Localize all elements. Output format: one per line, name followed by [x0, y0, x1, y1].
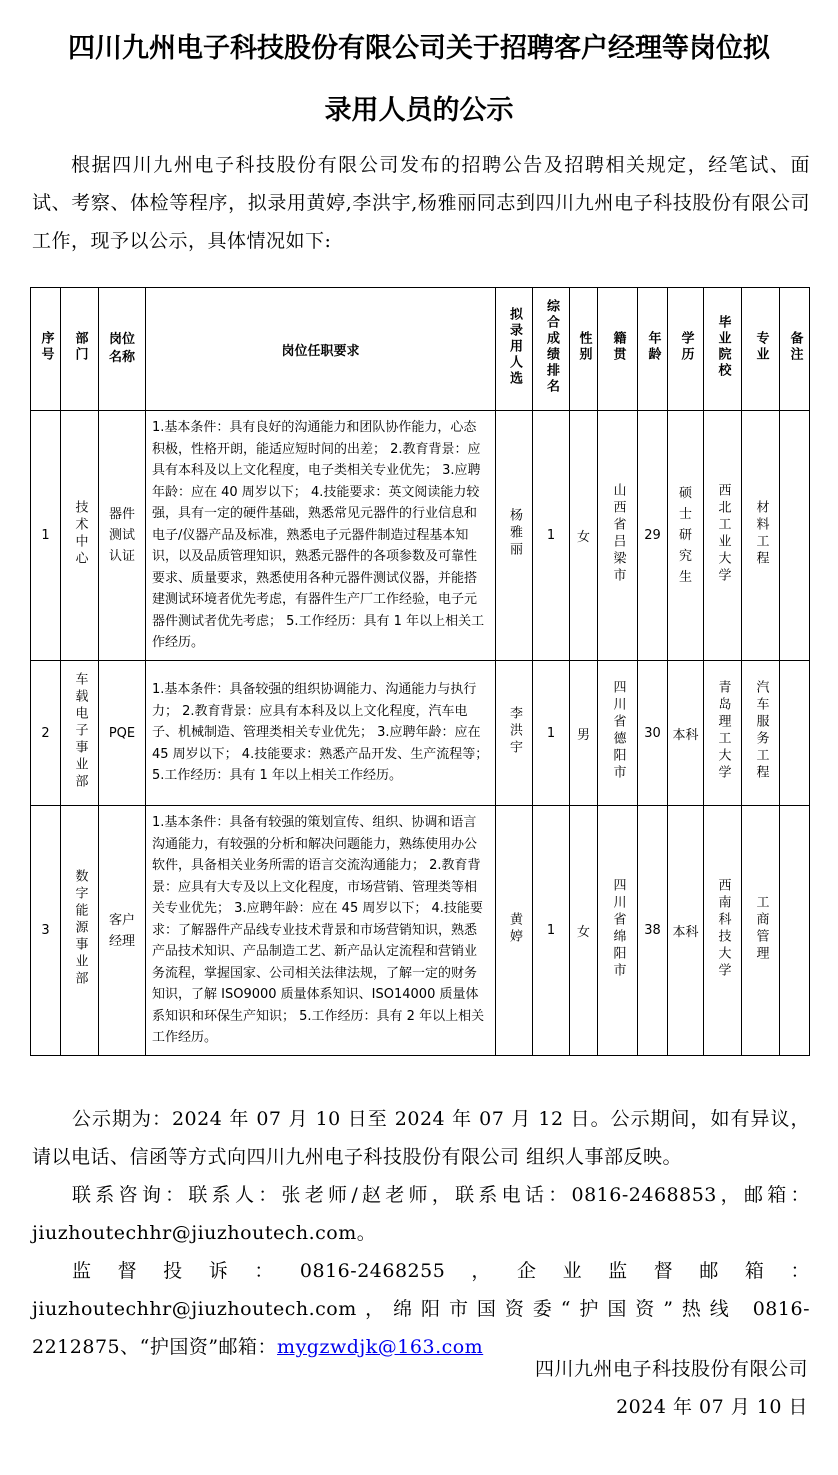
intro-paragraph — [32, 146, 810, 260]
cell-major: 材料工程 — [742, 411, 780, 661]
cell-gender: 女 — [570, 806, 598, 1056]
cell-age: 30 — [638, 661, 668, 806]
header-school: 毕业院校 — [704, 288, 742, 411]
cell-note — [780, 661, 810, 806]
table-row — [31, 411, 810, 661]
cell-age: 29 — [638, 411, 668, 661]
complaint-info — [32, 1252, 810, 1366]
header-note: 备注 — [780, 288, 810, 411]
document-title-line-2: 录用人员的公示 — [324, 95, 514, 126]
footer-notes — [32, 1100, 810, 1366]
cell-major: 工商管理 — [742, 806, 780, 1056]
cell-note — [780, 806, 810, 1056]
complaint-email-link[interactable]: mygzwdjk@163.com — [277, 1336, 484, 1358]
announcement-period: 公示期为：2024 年 07 月 10 日至 2024 年 07 月 12 日。公示期间，如有异议，请以电话、信函等方式向四川九州电子科技股份有限公司 组织人事部反映。 — [32, 1108, 810, 1168]
header-age: 年龄 — [638, 288, 668, 411]
cell-rank: 1 — [533, 661, 570, 806]
table-header-row — [31, 288, 810, 411]
cell-note — [780, 411, 810, 661]
header-gender: 性别 — [570, 288, 598, 411]
cell-seq: 2 — [31, 661, 61, 806]
header-origin: 籍贯 — [598, 288, 638, 411]
cell-dept: 车载电子事业部 — [61, 661, 99, 806]
header-major: 专业 — [742, 288, 780, 411]
contact-info: 联系咨询：联系人：张老师/赵老师，联系电话：0816-2468853，邮箱：jiuzhoutechhr@jiuzhoutech.com。 — [32, 1184, 810, 1244]
cell-requirements: 1.基本条件：具有良好的沟通能力和团队协作能力，心态积极，性格开朗，能适应短时间的出差； 2.教育背景：应具有本科及以上文化程度，电子类相关专业优先； 3.应聘年龄：应在 40 周岁以下； 4.技能要求：英文阅读能力较强，具有一定的硬件基础，熟悉常见元器件的行业信息和电子/仪器产品及标准，熟悉电子元器件制造过程基本知识，以及品质管理知识，熟悉元器件的各项参数及可靠性要求、质量要求，熟悉使用各种元器件测试仪器，并能搭建测试环境者优先考虑，有器件生产厂工作经验，电子元器件测试者优先考虑； 5.工作经历：具有 1 年以上相关工作经历。 — [146, 411, 496, 661]
header-position: 岗位名称 — [99, 288, 146, 411]
signature-block — [535, 1350, 808, 1426]
cell-education: 本科 — [668, 806, 704, 1056]
cell-origin: 四川省绵阳市 — [598, 806, 638, 1056]
cell-age: 38 — [638, 806, 668, 1056]
cell-candidate: 黄婷 — [496, 806, 533, 1056]
header-dept: 部门 — [61, 288, 99, 411]
cell-origin: 四川省德阳市 — [598, 661, 638, 806]
signature-date: 2024 年 07 月 10 日 — [616, 1396, 808, 1418]
complaint-text: 监督投诉：0816-2468255，企业监督邮箱：jiuzhoutechhr@jiuzhoutech.com，绵阳市国资委“护国资”热线 0816-2212875、“护国资”邮箱： — [32, 1260, 810, 1358]
cell-dept: 技术中心 — [61, 411, 99, 661]
cell-education: 本科 — [668, 661, 704, 806]
header-seq: 序号 — [31, 288, 61, 411]
cell-school: 青岛理工大学 — [704, 661, 742, 806]
cell-gender: 女 — [570, 411, 598, 661]
header-requirements: 岗位任职要求 — [146, 288, 496, 411]
cell-seq: 1 — [31, 411, 61, 661]
cell-dept: 数字能源事业部 — [61, 806, 99, 1056]
header-rank: 综合成绩排名 — [533, 288, 570, 411]
cell-rank: 1 — [533, 806, 570, 1056]
cell-candidate: 杨雅丽 — [496, 411, 533, 661]
cell-requirements: 1.基本条件：具备有较强的策划宣传、组织、协调和语言沟通能力，有较强的分析和解决问题能力，熟练使用办公软件，具备相关业务所需的语言交流沟通能力； 2.教育背景：应具有大专及以上文化程度，市场营销、管理类等相关专业优先； 3.应聘年龄：应在 45 周岁以下； 4.技能要求：了解器件产品线专业技术背景和市场营销知识，熟悉产品技术知识、产品制造工艺、新产品认定流程和营销业务流程，掌握国家、公司相关法律法规，了解一定的财务知识，了解 ISO9000 质量体系知识、ISO14000 质量体系知识和环保生产知识； 5.工作经历：具有 2 年以上相关工作经历。 — [146, 806, 496, 1056]
table-row — [31, 806, 810, 1056]
table-row — [31, 661, 810, 806]
intro-text: 根据四川九州电子科技股份有限公司发布的招聘公告及招聘相关规定，经笔试、面试、考察、体检等程序，拟录用黄婷,李洪宇,杨雅丽同志到四川九州电子科技股份有限公司工作，现予以公示，具体情况如下: — [32, 154, 810, 252]
cell-gender: 男 — [570, 661, 598, 806]
header-candidate: 拟录用人选 — [496, 288, 533, 411]
cell-origin: 山西省吕梁市 — [598, 411, 638, 661]
cell-requirements: 1.基本条件：具备较强的组织协调能力、沟通能力与执行力； 2.教育背景：应具有本科及以上文化程度，汽车电子、机械制造、管理类相关专业优先； 3.应聘年龄：应在 45 周岁以下； 4.技能要求：熟悉产品开发、生产流程等； 5.工作经历：具有 1 年以上相关工作经历。 — [146, 661, 496, 806]
candidates-table — [30, 287, 810, 1056]
cell-position: PQE — [99, 661, 146, 806]
header-education: 学历 — [668, 288, 704, 411]
cell-education: 硕士研究生 — [668, 411, 704, 661]
cell-school: 西北工业大学 — [704, 411, 742, 661]
cell-position: 器件测试认证 — [99, 411, 146, 661]
signature-company: 四川九州电子科技股份有限公司 — [534, 1358, 808, 1380]
cell-candidate: 李洪宇 — [496, 661, 533, 806]
cell-position: 客户经理 — [99, 806, 146, 1056]
cell-major: 汽车服务工程 — [742, 661, 780, 806]
cell-seq: 3 — [31, 806, 61, 1056]
document-title-line-1: 四川九州电子科技股份有限公司关于招聘客户经理等岗位拟 — [68, 33, 770, 64]
cell-rank: 1 — [533, 411, 570, 661]
cell-school: 西南科技大学 — [704, 806, 742, 1056]
